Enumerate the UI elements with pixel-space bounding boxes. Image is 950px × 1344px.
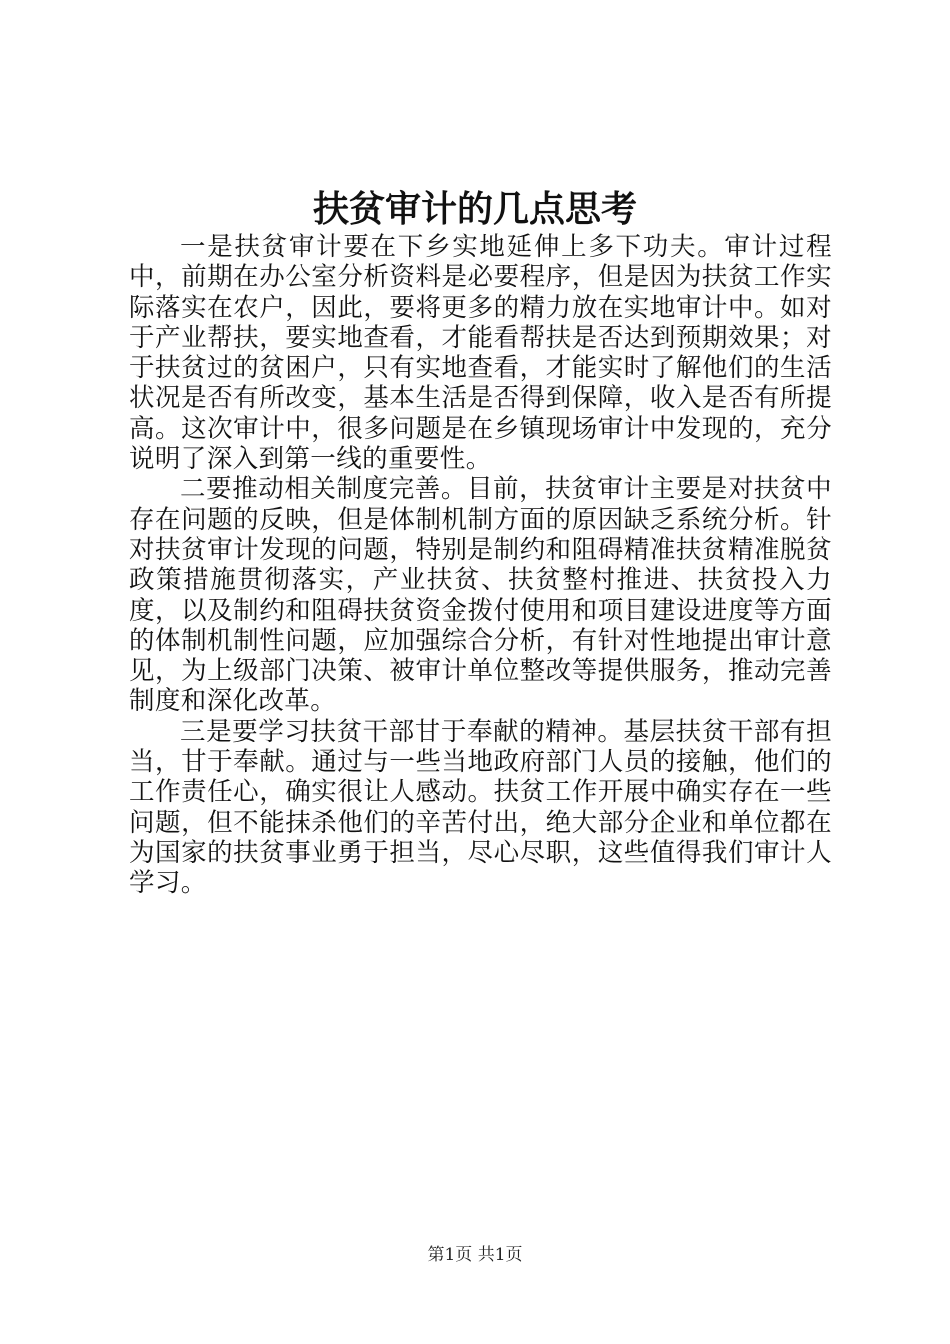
paragraph-2: 二要推动相关制度完善。目前，扶贫审计主要是对扶贫中存在问题的反映，但是体制机制方面的原因缺乏系统分析。针对扶贫审计发现的问题，特别是制约和阻碍精准扶贫精准脱贫政策措施贯彻落实，产业扶贫、扶贫整村推进、扶贫投入力度，以及制约和阻碍扶贫资金拨付使用和项目建设进度等方面的体制机制性问题，应加强综合分析，有针对性地提出审计意见，为上级部门决策、被审计单位整改等提供服务，推动完善制度和深化改革。 xyxy=(129,474,832,717)
paragraph-1: 一是扶贫审计要在下乡实地延伸上多下功夫。审计过程中，前期在办公室分析资料是必要程序，但是因为扶贫工作实际落实在农户，因此，要将更多的精力放在实地审计中。如对于产业帮扶，要实地查看，才能看帮扶是否达到预期效果；对于扶贫过的贫困户，只有实地查看，才能实时了解他们的生活状况是否有所改变，基本生活是否得到保障，收入是否有所提高。这次审计中，很多问题是在乡镇现场审计中发现的，充分说明了深入到第一线的重要性。 xyxy=(129,232,832,475)
paragraph-3: 三是要学习扶贫干部甘于奉献的精神。基层扶贫干部有担当，甘于奉献。通过与一些当地政府部门人员的接触，他们的工作责任心，确实很让人感动。扶贫工作开展中确实存在一些问题，但不能抹杀他们的辛苦付出，绝大部分企业和单位都在为国家的扶贫事业勇于担当，尽心尽职，这些值得我们审计人学习。 xyxy=(129,716,832,899)
document-title: 扶贫审计的几点思考 xyxy=(312,188,637,230)
page-footer: 第1页 共1页 xyxy=(427,1245,523,1265)
document-body xyxy=(129,232,832,899)
